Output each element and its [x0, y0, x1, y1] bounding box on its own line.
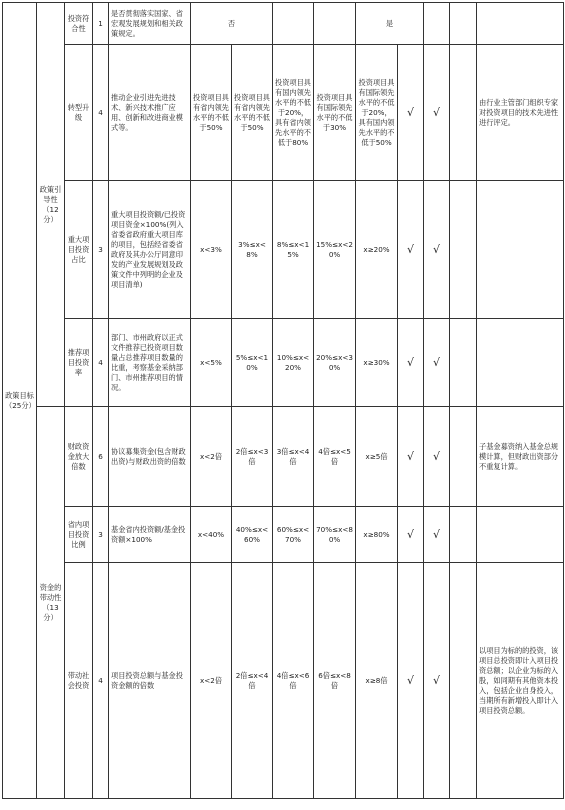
note-cell [477, 507, 564, 563]
indicator-cell: 重大项目投资占比 [65, 181, 93, 319]
level-cell: 8%≤x<15% [273, 181, 314, 319]
level-cell: x≥20% [356, 181, 398, 319]
level-cell: 投资项目具有国际领先水平的不低于30% [314, 45, 356, 181]
level-cell: x<2倍 [191, 563, 232, 799]
table-row [3, 3, 564, 45]
table-row [3, 45, 564, 181]
level-cell: x<40% [191, 507, 232, 563]
empty-cell [314, 3, 356, 45]
level-cell: 3%≤x<8% [232, 181, 273, 319]
level-cell: 投资项目具有国内领先水平的不低于20%，具有省内领先水平的不低于80% [273, 45, 314, 181]
check-mark: √ [424, 563, 450, 799]
weight-cell: 4 [93, 45, 109, 181]
check-mark: √ [424, 507, 450, 563]
level-cell: x<2倍 [191, 407, 232, 507]
note-cell [477, 319, 564, 407]
level-cell: x≥8倍 [356, 563, 398, 799]
level-cell: 15%≤x<20% [314, 181, 356, 319]
indicator-cell: 带动社会投资 [65, 563, 93, 799]
table-row [3, 181, 564, 319]
group-name-cell: 资金的带动性（13分） [37, 407, 65, 799]
level-cell: 投资项目具有省内领先水平的不低于50% [232, 45, 273, 181]
empty-cell [450, 181, 477, 319]
level-cell: 4倍≤x<6倍 [273, 563, 314, 799]
indicator-cell: 省内项目投资比例 [65, 507, 93, 563]
note-cell: 以项目为标的的投资，该项目总投资即计入项目投资总额；以企业为标的入股，如同期有其他资本投入，包括企业自身投入，当期所有新增投入即计入项目投资总额。 [477, 563, 564, 799]
check-mark: √ [398, 45, 424, 181]
empty-cell [450, 507, 477, 563]
weight-cell: 3 [93, 181, 109, 319]
level-yes-cell: 是 [356, 3, 424, 45]
level-cell: 3倍≤x<4倍 [273, 407, 314, 507]
level-cell: 6倍≤x<8倍 [314, 563, 356, 799]
description-cell: 重大项目投资额/已投资项目资金×100%(列入省委省政府重大项目库的项目，包括经省委省政府及其办公厅同意印发的产业发展规划及政策文件中列明的企业及项目清单) [109, 181, 191, 319]
level-cell: 投资项目具有国际领先水平的不低于20%，具有国内领先水平的不低于50% [356, 45, 398, 181]
level-cell: x≥5倍 [356, 407, 398, 507]
note-cell [477, 181, 564, 319]
check-mark: √ [424, 407, 450, 507]
check-mark: √ [398, 507, 424, 563]
evaluation-table [2, 2, 564, 799]
level-cell: 40%≤x<60% [232, 507, 273, 563]
empty-cell [450, 319, 477, 407]
level-cell: x≥30% [356, 319, 398, 407]
empty-cell [450, 45, 477, 181]
check-mark: √ [398, 181, 424, 319]
level-cell: 5%≤x<10% [232, 319, 273, 407]
table-row [3, 507, 564, 563]
table-row [3, 407, 564, 507]
empty-cell [450, 563, 477, 799]
weight-cell: 4 [93, 563, 109, 799]
level-cell: 10%≤x<20% [273, 319, 314, 407]
description-cell: 项目投资总额与基金投资金额的倍数 [109, 563, 191, 799]
level-cell: 20%≤x<30% [314, 319, 356, 407]
empty-cell [450, 407, 477, 507]
check-mark: √ [424, 45, 450, 181]
check-mark: √ [398, 563, 424, 799]
description-cell: 部门、市州政府以正式文件推荐已投资项目数量占总推荐项目数量的比重，考察基金采纳部门、市州推荐项目的情况。 [109, 319, 191, 407]
level-cell: 2倍≤x<3倍 [232, 407, 273, 507]
level-cell: x≥80% [356, 507, 398, 563]
outer-category-cell: 政策目标（25分） [3, 3, 37, 799]
weight-cell: 6 [93, 407, 109, 507]
table-row [3, 319, 564, 407]
level-cell: 2倍≤x<4倍 [232, 563, 273, 799]
indicator-cell: 财政资金放大倍数 [65, 407, 93, 507]
table-row [3, 563, 564, 799]
weight-cell: 1 [93, 3, 109, 45]
description-cell: 推动企业引进先进技术、新兴技术推广应用、创新和改进商业模式等。 [109, 45, 191, 181]
note-cell: 由行业主管部门组织专家对投资项目的技术先进性进行评定。 [477, 45, 564, 181]
indicator-cell: 投资符合性 [65, 3, 93, 45]
level-cell: 4倍≤x<5倍 [314, 407, 356, 507]
level-cell: 70%≤x<80% [314, 507, 356, 563]
check-mark: √ [398, 407, 424, 507]
empty-cell [450, 3, 477, 45]
level-cell: x<5% [191, 319, 232, 407]
weight-cell: 3 [93, 507, 109, 563]
level-no-cell: 否 [191, 3, 273, 45]
description-cell: 基金省内投资额/基金投资额×100% [109, 507, 191, 563]
check-mark: √ [398, 319, 424, 407]
indicator-cell: 转型升级 [65, 45, 93, 181]
weight-cell: 4 [93, 319, 109, 407]
level-cell: 60%≤x<70% [273, 507, 314, 563]
check-mark: √ [424, 319, 450, 407]
check-mark: √ [424, 181, 450, 319]
empty-cell [424, 3, 450, 45]
group-name-cell: 政策引导性（12分） [37, 3, 65, 407]
level-cell: 投资项目具有省内领先水平的不低于50% [191, 45, 232, 181]
empty-cell [477, 3, 564, 45]
description-cell: 是否贯彻落实国家、省宏观发展规划和相关政策规定。 [109, 3, 191, 45]
indicator-cell: 推荐项目投资率 [65, 319, 93, 407]
level-cell: x<3% [191, 181, 232, 319]
empty-cell [273, 3, 314, 45]
note-cell: 子基金募资纳入基金总规模计算，但财政出资部分不重复计算。 [477, 407, 564, 507]
description-cell: 协议募集资金(包含财政出资)与财政出资的倍数 [109, 407, 191, 507]
